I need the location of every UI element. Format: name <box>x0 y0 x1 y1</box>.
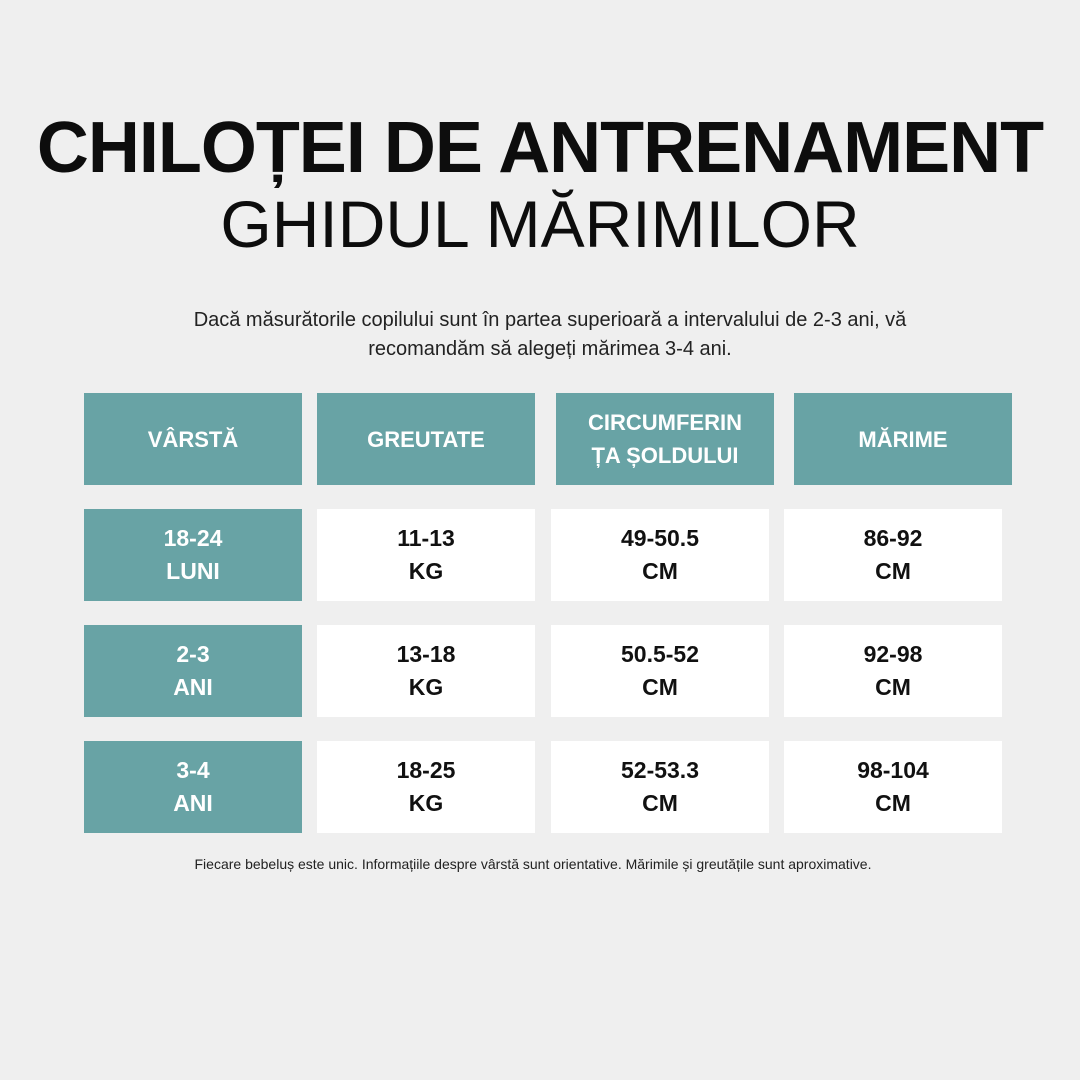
cell-unit: CM <box>875 558 911 584</box>
column-header-line: MĂRIME <box>858 426 948 452</box>
cell-unit: LUNI <box>166 558 220 584</box>
cell-value: 3-4 <box>176 757 210 783</box>
table-row-1-age <box>84 509 302 601</box>
table-row-2-hip <box>551 625 769 717</box>
table-row-3-weight <box>317 741 535 833</box>
table-row-3-hip <box>551 741 769 833</box>
disclaimer-footer: Fiecare bebeluș este unic. Informațiile despre vârstă sunt orientative. Mărimile și greutățile sunt aproximative. <box>194 856 872 872</box>
column-header-size <box>794 393 1012 485</box>
table-row-2-size <box>784 625 1002 717</box>
column-header-weight <box>317 393 535 485</box>
cell-unit: ANI <box>173 790 213 816</box>
column-header-hip <box>556 393 774 485</box>
cell-unit: CM <box>642 790 678 816</box>
cell-value: 2-3 <box>176 641 210 667</box>
cell-unit: KG <box>408 674 444 700</box>
cell-unit: KG <box>408 790 444 816</box>
column-header-line: ȚA ȘOLDULUI <box>591 443 739 468</box>
cell-value: 11-13 <box>397 525 455 551</box>
cell-value: 49-50.5 <box>620 525 699 551</box>
table-row-2-age <box>84 625 302 717</box>
note-line-1: Dacă măsurătorile copilului sunt în partea superioară a intervalului de 2-3 ani, vă <box>193 309 907 331</box>
cell-value: 86-92 <box>863 525 923 551</box>
cell-unit: CM <box>642 558 678 584</box>
cell-value: 52-53.3 <box>620 757 699 783</box>
cell-unit: CM <box>642 674 678 700</box>
table-row-1-hip <box>551 509 769 601</box>
table-row-3-size <box>784 741 1002 833</box>
cell-value: 50.5-52 <box>620 641 699 667</box>
cell-unit: KG <box>408 558 444 584</box>
table-row-1-weight <box>317 509 535 601</box>
cell-value: 13-18 <box>396 641 456 667</box>
column-header-line: GREUTATE <box>367 426 485 452</box>
cell-value: 18-24 <box>163 525 223 551</box>
table-row-2-weight <box>317 625 535 717</box>
cell-value: 92-98 <box>863 641 923 667</box>
page-subtitle: GHIDUL MĂRIMILOR <box>220 187 860 261</box>
table-row-1-size <box>784 509 1002 601</box>
cell-unit: CM <box>875 674 911 700</box>
column-header-line: VÂRSTĂ <box>147 426 239 452</box>
note-line-2: recomandăm să alegeți mărimea 3-4 ani. <box>368 338 732 360</box>
table-row-3-age <box>84 741 302 833</box>
recommendation-note <box>120 306 980 364</box>
page-title: CHILOȚEI DE ANTRENAMENT <box>36 108 1044 188</box>
cell-value: 18-25 <box>396 757 456 783</box>
column-header-age <box>84 393 302 485</box>
cell-unit: ANI <box>173 674 213 700</box>
column-header-line: CIRCUMFERIN <box>588 410 742 435</box>
cell-value: 98-104 <box>857 757 929 783</box>
cell-unit: CM <box>875 790 911 816</box>
